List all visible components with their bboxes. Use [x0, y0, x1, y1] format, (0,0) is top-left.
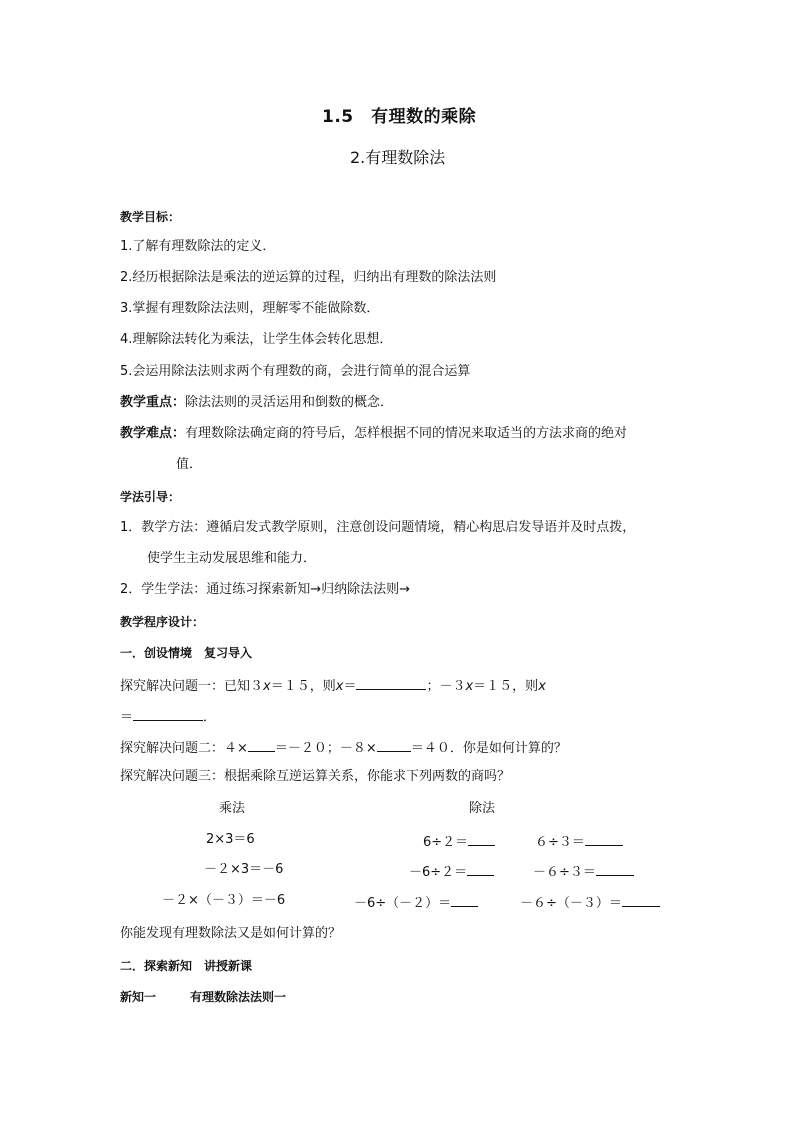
difficulties-label: 教学难点：: [120, 426, 186, 441]
col-multiplication: 乘法: [219, 801, 246, 816]
objective-item: 5.会运用除法法则求两个有理数的商，会进行简单的混合运算: [120, 364, 471, 379]
div-row-1-a: 6÷２＝: [423, 832, 495, 851]
answer-blank[interactable]: [377, 738, 411, 752]
problem1-line1: 探究解决问题一：已知３x＝１５，则x＝ ；－３x＝１５，则x: [120, 676, 546, 695]
question: 你能发现有理数除法又是如何计算的？: [120, 926, 342, 941]
objective-item: 4.理解除法转化为乘法，让学生体会转化思想．: [120, 332, 393, 347]
div-row-2-b: －６÷３＝: [533, 862, 634, 881]
answer-blank[interactable]: [133, 707, 203, 721]
study-guide-item1-line1: 1．教学方法：遵循启发式教学原则，注意创设问题情境，精心构思启发导语并及时点拨，: [120, 520, 636, 535]
var-x: x: [465, 679, 474, 694]
difficulties-text-line2: 值．: [176, 457, 203, 472]
mul-row-2: －２×3＝－6: [204, 862, 284, 877]
objective-item: 1.了解有理数除法的定义．: [120, 239, 276, 254]
objective-item: 3.掌握有理数除法法则，理解零不能做除数．: [120, 301, 380, 316]
var-x: x: [538, 679, 546, 694]
mul-row-1: 2×3＝6: [206, 832, 255, 847]
answer-blank[interactable]: [451, 893, 478, 907]
objective-item: 2.经历根据除法是乘法的逆运算的过程，归纳出有理数的除法法则: [120, 270, 497, 285]
div-row-1-b: ６÷３＝: [535, 832, 623, 851]
difficulties: [120, 426, 627, 442]
col-division: 除法: [469, 801, 496, 816]
study-guide-item2: 2．学生学法：通过练习探索新知→归纳除法法则→: [120, 582, 411, 597]
answer-blank[interactable]: [585, 832, 623, 846]
problem2: 探究解决问题二：４× ＝－２０；－８× ＝４０．你是如何计算的？: [120, 738, 567, 757]
mul-row-3: －２×（－３）＝－6: [162, 893, 286, 908]
key-points-text: 除法法则的灵活运用和倒数的概念．: [185, 395, 394, 410]
section1-heading: 一．创设情境 复习导入: [120, 646, 253, 660]
div-row-2-a: －6÷２＝: [409, 862, 494, 881]
problem3: 探究解决问题三：根据乘除互逆运算关系，你能求下列两数的商吗？: [120, 769, 511, 784]
key-points: [120, 395, 393, 411]
answer-blank[interactable]: [596, 862, 634, 876]
new-knowledge-1-label: 新知一: [120, 990, 157, 1004]
div-row-3-b: －６÷（－３）＝: [520, 893, 660, 912]
answer-blank[interactable]: [248, 738, 275, 752]
key-points-label: 教学重点：: [120, 395, 186, 410]
section2-heading: 二．探索新知 讲授新课: [120, 959, 253, 973]
new-knowledge-1-title: 有理数除法法则一: [190, 990, 287, 1004]
answer-blank[interactable]: [356, 676, 426, 690]
page-title: 1.5 有理数的乘除: [322, 107, 477, 127]
answer-blank[interactable]: [622, 893, 660, 907]
answer-blank[interactable]: [467, 862, 494, 876]
procedure-heading: 教学程序设计：: [120, 615, 205, 629]
page-subtitle: 2.有理数除法: [350, 148, 446, 167]
problem1-line2: ＝ ．: [120, 707, 216, 726]
difficulties-text-line1: 有理数除法确定商的符号后，怎样根据不同的情况来取适当的方法求商的绝对: [185, 426, 628, 441]
study-guide-heading: 学法引导：: [120, 490, 181, 504]
objectives-heading: 教学目标：: [120, 210, 181, 224]
answer-blank[interactable]: [468, 832, 495, 846]
var-x: x: [335, 679, 344, 694]
study-guide-item1-line2: 使学生主动发展思维和能力．: [147, 551, 317, 566]
var-x: x: [263, 679, 271, 694]
div-row-3-a: －6÷（－２）＝: [354, 893, 478, 912]
